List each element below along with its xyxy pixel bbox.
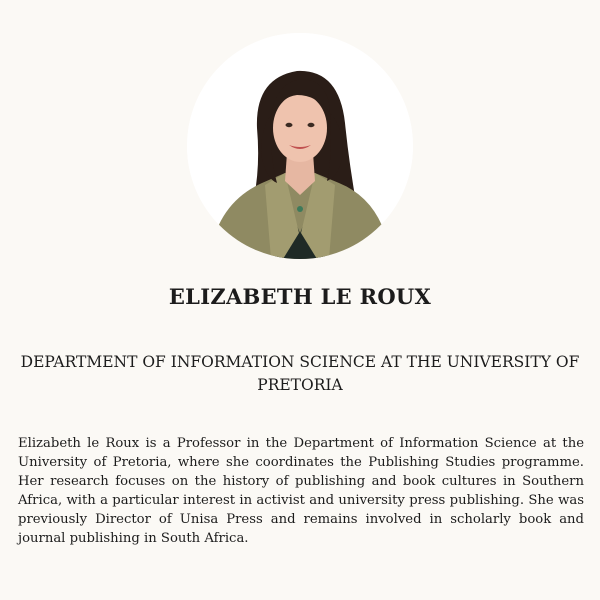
- department-affiliation: DEPARTMENT OF INFORMATION SCIENCE AT THE UNIVERSITY OF PRETORIA: [20, 353, 580, 394]
- biography-text: Elizabeth le Roux is a Professor in the Department of Information Science at the University of Pretoria, where she coordinates the Publishing Studies programme. Her research focuses on the history of publishing and book cultures in Southern Africa, with a particular interest in activist and university press publishing. She was previously Director of Unisa Press and remains involved in scholarly book and journal publishing in South Africa.: [18, 436, 584, 546]
- profile-photo: [187, 33, 413, 259]
- person-name: ELIZABETH LE ROUX: [168, 284, 432, 309]
- portrait-photo-icon: [187, 33, 413, 259]
